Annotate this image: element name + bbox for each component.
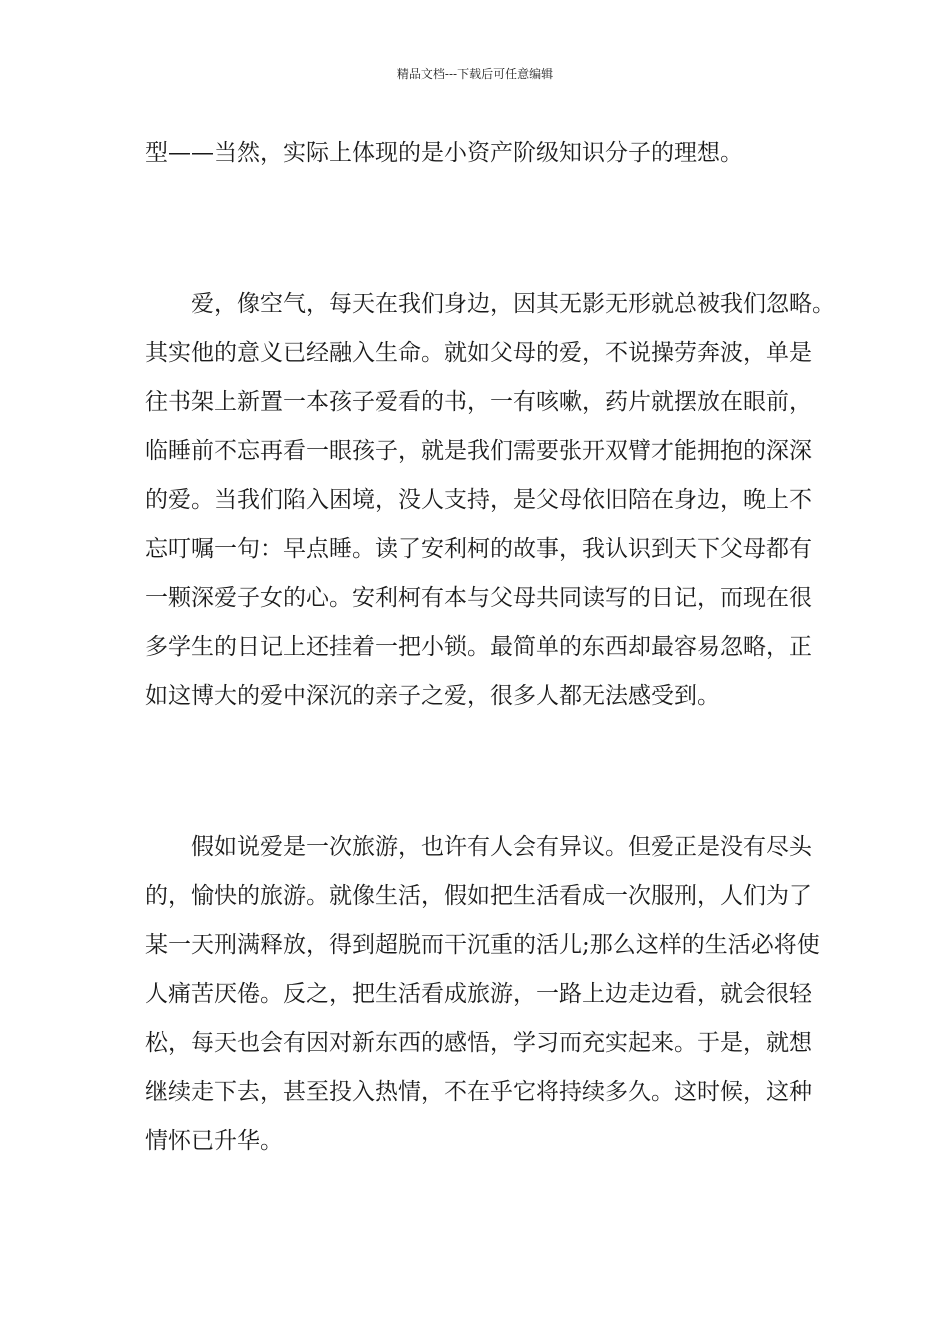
paragraph-3-line-5: 松，每天也会有因对新东西的感悟，学习而充实起来。于是，就想	[145, 1030, 812, 1056]
page-header: 精品文档---下载后可任意编辑	[396, 67, 554, 81]
paragraph-3-line-7: 情怀已升华。	[145, 1128, 283, 1154]
paragraph-2-line-1: 爱，像空气，每天在我们身边，因其无影无形就总被我们忽略。	[191, 291, 835, 317]
paragraph-2-line-6: 忘叮嘱一句：早点睡。读了安利柯的故事，我认识到天下父母都有	[145, 536, 812, 562]
paragraph-3-line-3: 某一天刑满释放，得到超脱而干沉重的活儿;那么这样的生活必将使	[145, 932, 820, 958]
paragraph-2-line-9: 如这博大的爱中深沉的亲子之爱，很多人都无法感受到。	[145, 683, 720, 709]
paragraph-2-line-3: 往书架上新置一本孩子爱看的书，一有咳嗽，药片就摆放在眼前，	[145, 389, 812, 415]
paragraph-2-line-2: 其实他的意义已经融入生命。就如父母的爱，不说操劳奔波，单是	[145, 340, 812, 366]
paragraph-2-line-8: 多学生的日记上还挂着一把小锁。最简单的东西却最容易忽略，正	[145, 634, 812, 660]
paragraph-2-line-4: 临睡前不忘再看一眼孩子，就是我们需要张开双臂才能拥抱的深深	[145, 438, 812, 464]
paragraph-3-line-6: 继续走下去，甚至投入热情，不在乎它将持续多久。这时候，这种	[145, 1079, 812, 1105]
paragraph-2-line-7: 一颗深爱子女的心。安利柯有本与父母共同读写的日记，而现在很	[145, 585, 812, 611]
paragraph-2-line-5: 的爱。当我们陷入困境，没人支持，是父母依旧陪在身边，晚上不	[145, 487, 812, 513]
paragraph-3-line-1: 假如说爱是一次旅游，也许有人会有异议。但爱正是没有尽头	[191, 834, 812, 860]
paragraph-3-line-2: 的，愉快的旅游。就像生活，假如把生活看成一次服刑，人们为了	[145, 883, 812, 909]
paragraph-3-line-4: 人痛苦厌倦。反之，把生活看成旅游，一路上边走边看，就会很轻	[145, 981, 812, 1007]
paragraph-1-line-1: 型——当然，实际上体现的是小资产阶级知识分子的理想。	[145, 140, 743, 166]
